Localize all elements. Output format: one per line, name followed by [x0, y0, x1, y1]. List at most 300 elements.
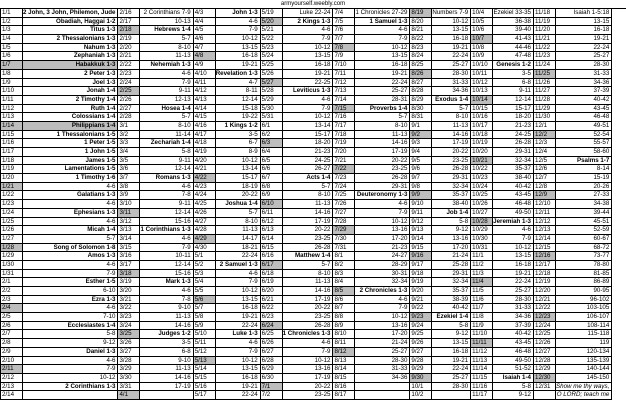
reading-date: 3/6 [118, 165, 140, 173]
reading-passage: 6-10 [103, 287, 116, 294]
reading-date: 9/5 [410, 157, 432, 165]
reading-passage: 11-13 [315, 278, 331, 286]
reading-passage: 16-18 [452, 35, 469, 43]
reading-date: 8/30 [410, 105, 432, 113]
reading-date: 12/25 [534, 330, 556, 338]
reading-passage [216, 261, 260, 269]
reading-date: 10/4 [471, 9, 493, 17]
reading-passage: 26-28 [314, 243, 331, 251]
reading-date: 10/9 [471, 52, 493, 60]
reading-passage: 12-14 [241, 95, 258, 103]
reading-date: 1/5 [1, 44, 23, 52]
reading-date: 10/12 [471, 79, 493, 87]
reading-passage: 7-9 [321, 35, 331, 43]
reading-date: 10/28 [471, 218, 493, 226]
book-start-passage: Hosea 1-4 [161, 104, 191, 112]
reading-date: 1/14 [1, 122, 23, 130]
reading-date: 7/19 [333, 139, 355, 147]
reading-date: 9/28 [410, 357, 432, 365]
reading-row [194, 165, 260, 174]
reading-row [410, 313, 470, 322]
reading-passage: 37-39 [515, 321, 531, 329]
reading-date: 8/12 [333, 348, 355, 356]
reading-passage: 22-24 [241, 321, 258, 329]
reading-date: 7/29 [333, 226, 355, 234]
reading-row [1, 287, 117, 296]
reading-passage [355, 105, 409, 113]
reading-row [471, 252, 533, 261]
reading-passage: 18-20 [515, 113, 531, 121]
reading-row [410, 200, 470, 209]
reading-row [471, 322, 533, 331]
reading-row [1, 122, 117, 131]
reading-row [1, 365, 117, 374]
reading-date: 2/28 [118, 113, 140, 121]
reading-date: 4/23 [194, 183, 216, 191]
book-start-passage: Jeremiah 1-3 [493, 217, 531, 225]
reading-row [1, 79, 117, 88]
reading-passage: 9-11 [178, 87, 191, 95]
reading-passage: 13-14 [314, 121, 331, 129]
reading-row [471, 200, 533, 209]
reading-date: 11/21 [534, 35, 556, 43]
reading-date: 11/25 [534, 70, 556, 78]
reading-date: 5/21 [261, 26, 283, 34]
reading-passage: 12-14 [174, 165, 191, 173]
reading-passage: 28-30 [452, 69, 469, 77]
reading-row [471, 70, 533, 79]
reading-passage: 28-30 [452, 382, 469, 390]
reading-passage: 38-39 [452, 295, 469, 303]
reading-date: 1/7 [1, 61, 23, 69]
reading-row [194, 131, 260, 140]
reading-row [471, 26, 533, 35]
reading-passage: 9-11 [178, 156, 191, 164]
reading-date: 6/3 [261, 139, 283, 147]
reading-passage: 44-46 [515, 43, 531, 51]
reading-passage [23, 226, 117, 234]
reading-passage: 4-6 [106, 356, 116, 364]
reading-date: 2/2 [1, 287, 23, 295]
reading-date: 10/8 [471, 44, 493, 52]
reading-date: 10/13 [471, 87, 493, 95]
reading-passage: 32-34 [515, 156, 531, 164]
reading-passage [23, 157, 117, 165]
reading-row [261, 122, 333, 131]
reading-passage: 23-25 [314, 234, 331, 242]
reading-row [118, 148, 192, 157]
book-start-passage: Colossians 1-4 [71, 113, 116, 121]
reading-passage: 28-30 [593, 61, 610, 69]
reading-row [118, 113, 192, 122]
reading-row [118, 174, 192, 183]
reading-row [333, 157, 409, 166]
reading-date: 5/8 [194, 313, 216, 321]
reading-passage: 19-21 [391, 69, 408, 77]
reading-date: 5/22 [261, 35, 283, 43]
reading-passage: 17-20 [391, 234, 408, 242]
reading-row [333, 226, 409, 235]
reading-row [194, 26, 260, 35]
reading-passage: 38-40 [515, 174, 531, 182]
reading-passage: 49-51 [593, 121, 610, 129]
reading-date: 1/29 [1, 252, 23, 260]
reading-date: 3/24 [118, 322, 140, 330]
reading-date: 12/3 [534, 139, 556, 147]
reading-date: 2/16 [118, 9, 140, 17]
reading-row [118, 296, 192, 305]
reading-passage: 19-21 [241, 61, 258, 69]
reading-passage [23, 322, 117, 330]
reading-date: 1/22 [1, 191, 23, 199]
reading-row [118, 79, 192, 88]
reading-passage: 4-6 [106, 217, 116, 225]
reading-passage: 16-18 [391, 61, 408, 69]
reading-row [194, 374, 260, 383]
reading-row [534, 79, 611, 88]
reading-passage: 4-6 [106, 200, 116, 208]
reading-row [194, 87, 260, 96]
reading-date: 4/22 [194, 174, 216, 182]
reading-passage [23, 96, 117, 104]
reading-date: 9/3 [410, 139, 432, 147]
reading-date: 12/21 [534, 296, 556, 304]
reading-passage: 10-11 [175, 252, 191, 260]
reading-row [471, 44, 533, 53]
reading-row [333, 87, 409, 96]
reading-row [194, 218, 260, 227]
reading-date: 7/5 [333, 18, 355, 26]
reading-row [194, 235, 260, 244]
reading-date: 12/7 [534, 174, 556, 182]
book-start-passage: Philippians 1-4 [71, 121, 116, 129]
book-start-passage: Mark 1-3 [165, 278, 191, 286]
reading-date: 8/11 [333, 339, 355, 347]
book-start-passage: Proverbs 1-4 [369, 104, 408, 112]
reading-row [194, 278, 260, 287]
reading-row [118, 131, 192, 140]
reading-row [261, 200, 333, 209]
reading-row [261, 96, 333, 105]
reading-date: 9/14 [410, 235, 432, 243]
reading-date: 5/7 [194, 304, 216, 312]
book-start-passage: Exodus 1-4 [435, 95, 469, 103]
reading-row [261, 383, 333, 392]
reading-date: 8/24 [410, 52, 432, 60]
reading-passage: 16-18 [593, 26, 610, 34]
reading-passage [283, 330, 333, 338]
reading-date: 11/23 [534, 52, 556, 60]
reading-row [261, 35, 333, 44]
reading-row [1, 44, 117, 53]
reading-passage: 29-31 [452, 269, 469, 277]
reading-passage: 1 Chronicles 27-29 [355, 9, 408, 16]
reading-date: 12/8 [534, 183, 556, 191]
reading-date: 5/14 [194, 365, 216, 373]
reading-date: 11/27 [534, 87, 556, 95]
reading-row [118, 304, 192, 313]
reading-row [194, 322, 260, 331]
plan-column-7 [471, 9, 534, 400]
reading-passage: 12-14 [174, 208, 191, 216]
reading-passage: 10-12 [241, 356, 258, 364]
reading-row [1, 278, 117, 287]
reading-passage: 46-48 [515, 347, 531, 355]
reading-date: 5/15 [194, 374, 216, 382]
reading-passage: 5-7 [321, 182, 331, 190]
reading-row [410, 148, 470, 157]
reading-row [194, 191, 260, 200]
reading-row [410, 296, 470, 305]
reading-date: 1/19 [1, 165, 23, 173]
reading-date: 8/28 [410, 87, 432, 95]
reading-passage: 120-134 [586, 347, 610, 355]
reading-passage: 40-42 [593, 95, 610, 103]
reading-passage: 5-7 [106, 234, 116, 242]
reading-passage: 29-31 [452, 174, 469, 182]
reading-passage: 7-9 [321, 347, 331, 355]
reading-passage: 7-9 [398, 35, 408, 43]
reading-date: 4/12 [194, 87, 216, 95]
reading-row [534, 131, 611, 140]
reading-passage [23, 209, 117, 217]
reading-row [410, 183, 470, 192]
reading-row [194, 52, 260, 61]
reading-date: 6/29 [261, 365, 283, 373]
book-start-passage: John 1-3 [232, 9, 258, 16]
reading-row [118, 261, 192, 270]
reading-passage: 13-15 [515, 252, 531, 260]
reading-date: 12/14 [534, 235, 556, 243]
reading-passage: 19-22 [241, 113, 258, 121]
book-start-passage: 1 Samuel 1-3 [369, 17, 408, 25]
reading-row [333, 218, 409, 227]
reading-row [410, 244, 470, 253]
reading-date: 4/27 [194, 218, 216, 226]
reading-passage: 55-57 [593, 139, 610, 147]
reading-row [534, 348, 611, 357]
reading-date: 11/5 [471, 287, 493, 295]
reading-row [534, 383, 611, 392]
reading-passage: 32-34 [452, 182, 469, 190]
reading-row [471, 131, 533, 140]
reading-date: 3/14 [118, 235, 140, 243]
reading-date: 8/17 [333, 391, 355, 399]
reading-date: 6/12 [261, 218, 283, 226]
reading-date: 6/13 [261, 226, 283, 234]
reading-row [261, 218, 333, 227]
reading-date: 7/26 [333, 200, 355, 208]
reading-date: 11/13 [471, 357, 493, 365]
reading-date: 4/4 [194, 18, 216, 26]
reading-passage: 21-23 [314, 148, 331, 155]
reading-passage: 46-48 [515, 200, 531, 208]
reading-passage: 19-21 [452, 356, 469, 364]
reading-date: 11/3 [471, 270, 493, 278]
book-start-passage: Ruth 1-4 [90, 104, 116, 112]
reading-passage [140, 139, 192, 147]
reading-date: 7/11 [333, 70, 355, 78]
reading-passage: 86-89 [593, 278, 610, 286]
reading-date: 10/25 [471, 191, 493, 199]
reading-passage: 17-19 [314, 217, 331, 225]
book-start-passage: 2 Chronicles 1-3 [359, 287, 408, 294]
reading-passage: 17-19 [174, 382, 191, 390]
reading-row [471, 148, 533, 157]
reading-date: 6/20 [261, 287, 283, 295]
reading-passage [355, 287, 409, 295]
reading-row [118, 330, 192, 339]
reading-passage: 26-28 [391, 174, 408, 182]
reading-row [534, 278, 611, 287]
reading-row [118, 287, 192, 296]
reading-row [261, 313, 333, 322]
reading-passage [23, 87, 117, 95]
reading-passage: 14-17 [241, 234, 258, 242]
reading-date: 3/25 [118, 330, 140, 338]
reading-row [471, 61, 533, 70]
reading-date: 4/9 [194, 61, 216, 69]
reading-passage: 7-8 [181, 191, 191, 199]
reading-row [534, 391, 611, 400]
reading-date: 5/24 [261, 52, 283, 60]
reading-date: 9/24 [410, 322, 432, 330]
reading-date: 12/30 [534, 374, 556, 382]
reading-passage: 22-24 [452, 365, 469, 373]
reading-passage: 10-13 [174, 17, 191, 25]
reading-row [1, 131, 117, 140]
reading-date: 6/27 [261, 348, 283, 356]
reading-passage: 16-18 [314, 61, 331, 69]
reading-row [1, 52, 117, 61]
reading-row [118, 200, 192, 209]
reading-date: 8/5 [333, 287, 355, 295]
reading-date: 10/19 [471, 139, 493, 147]
reading-passage: 41-43 [515, 35, 531, 43]
reading-date: 3/7 [118, 174, 140, 182]
reading-date: 12/12 [534, 218, 556, 226]
reading-row [1, 391, 117, 400]
reading-passage [283, 174, 333, 182]
reading-date: 2/12 [1, 374, 23, 382]
book-start-passage: 1 Corinthians 1-3 [140, 226, 191, 234]
reading-date: 11/20 [534, 26, 556, 34]
reading-date: 10/29 [471, 226, 493, 234]
reading-passage: 43-45 [515, 339, 531, 347]
reading-date: 9/2 [410, 131, 432, 139]
reading-passage: 10-12 [391, 43, 408, 51]
reading-row [333, 348, 409, 357]
reading-passage [23, 70, 117, 78]
reading-row [410, 139, 470, 148]
reading-row [333, 174, 409, 183]
reading-date: 5/23 [261, 44, 283, 52]
reading-date: 12/19 [534, 278, 556, 286]
reading-row [410, 61, 470, 70]
reading-date: 12/22 [534, 304, 556, 312]
reading-passage [355, 383, 409, 391]
reading-passage: 60-67 [593, 234, 610, 242]
reading-passage: 25-27 [391, 87, 408, 95]
reading-row [194, 61, 260, 70]
reading-passage [283, 87, 333, 95]
reading-passage [140, 26, 192, 34]
reading-date: 3/16 [118, 252, 140, 260]
reading-date: 1/1 [1, 9, 23, 17]
reading-passage [355, 18, 409, 26]
book-start-passage: Acts 1-4 [306, 174, 331, 182]
book-start-passage: Joshua 1-4 [225, 200, 258, 208]
reading-date: 3/22 [118, 304, 140, 312]
reading-row [261, 391, 333, 400]
reading-row [261, 296, 333, 305]
reading-passage [216, 70, 260, 78]
reading-passage [23, 148, 117, 156]
reading-date: 9/4 [410, 148, 432, 156]
reading-date: 12/6 [534, 165, 556, 173]
reading-passage: 32-34 [391, 278, 408, 286]
reading-passage: 11-13 [175, 313, 191, 321]
reading-date: 5/19 [261, 9, 283, 17]
book-start-passage: Ezekiel 1-4 [436, 313, 469, 321]
reading-date: 2/20 [118, 44, 140, 52]
reading-passage: 9-12 [518, 391, 531, 399]
reading-date: 4/3 [194, 9, 216, 17]
plan-column-3 [194, 9, 261, 400]
reading-passage: 34-36 [515, 313, 531, 321]
reading-row [410, 9, 470, 18]
book-start-passage: Zechariah 1-4 [150, 139, 191, 147]
reading-row [1, 157, 117, 166]
reading-passage: 10-12 [99, 373, 116, 381]
reading-row [261, 209, 333, 218]
book-start-passage: Galatians 1-3 [76, 191, 116, 199]
reading-date: 5/20 [261, 18, 283, 26]
reading-passage: 4-6 [106, 182, 116, 190]
reading-row [333, 278, 409, 287]
reading-passage: 26-28 [452, 165, 469, 173]
reading-row [194, 270, 260, 279]
reading-date: 10/7 [471, 35, 493, 43]
reading-date: 12/10 [534, 200, 556, 208]
reading-row [471, 235, 533, 244]
reading-row [534, 270, 611, 279]
reading-date: 4/7 [194, 44, 216, 52]
reading-row [333, 313, 409, 322]
reading-date: 11/1 [471, 252, 493, 260]
reading-passage: 28-31 [391, 95, 408, 103]
reading-row [471, 261, 533, 270]
reading-row [194, 330, 260, 339]
reading-row [1, 330, 117, 339]
reading-date: 5/11 [194, 339, 216, 347]
book-start-passage: 2 Samuel 1-3 [219, 260, 258, 268]
reading-passage: 51-52 [515, 365, 531, 373]
reading-date: 6/10 [261, 200, 283, 208]
reading-passage [23, 391, 117, 399]
reading-passage: 9-11 [519, 87, 531, 95]
reading-date: 8/3 [333, 270, 355, 278]
reading-passage: 25-27 [452, 373, 469, 381]
plan-column-6 [410, 9, 471, 400]
reading-row [118, 365, 192, 374]
reading-date: 2/10 [1, 357, 23, 365]
reading-date: 5/17 [194, 391, 216, 399]
reading-date: 12/11 [534, 209, 556, 217]
reading-passage: 29-31 [515, 148, 531, 155]
reading-row [534, 165, 611, 174]
reading-passage: 4-6 [321, 95, 331, 103]
